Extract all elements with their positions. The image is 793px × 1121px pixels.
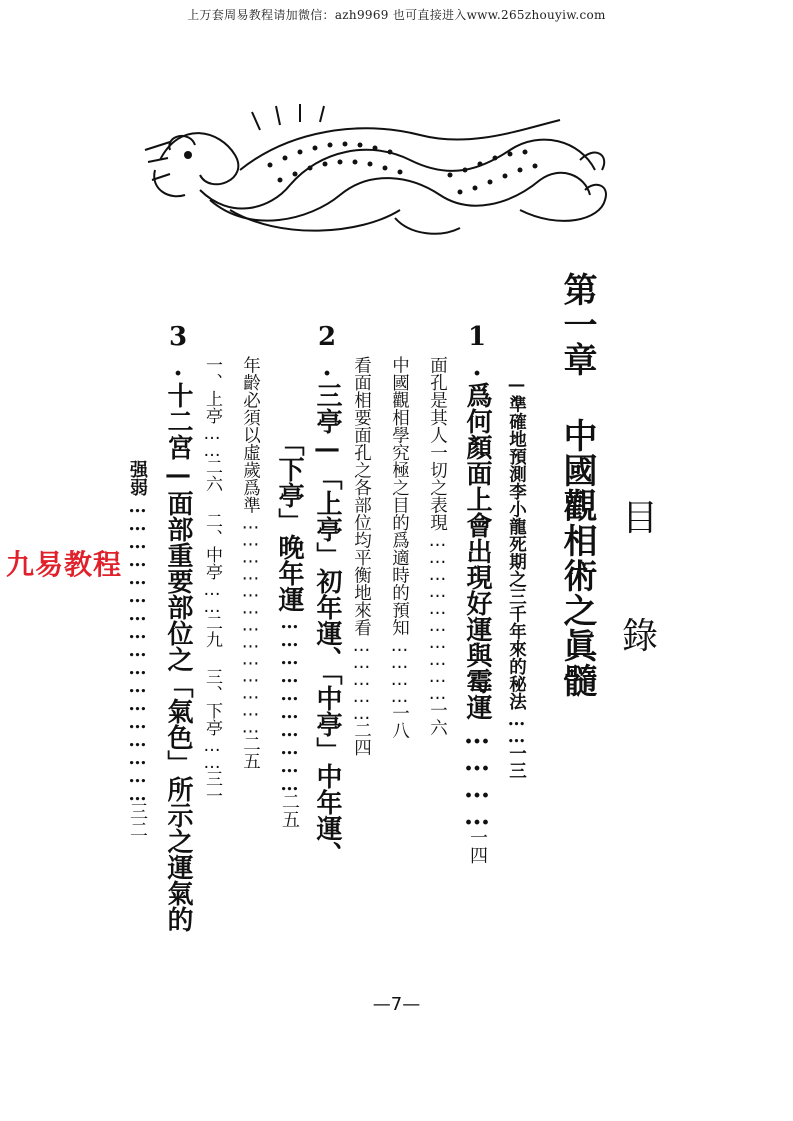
dragon-illustration [140,100,610,245]
toc-section-heading[interactable] [314,322,340,867]
toc-leader: …… [202,424,222,458]
toc-page-number: 一四 [467,828,488,864]
toc-leader: ………………………… [279,612,300,792]
toc-leader: ………… [462,720,492,828]
toc-section-heading[interactable] [165,322,191,932]
toc-title-char-1: 目 [622,498,659,539]
toc-leader: ………… [389,636,410,704]
header-banner: 上万套周易教程请加微信：azh9969 也可直接进入www.265zhouyiw.com [187,8,606,22]
toc-leader: ………………………………… [240,513,261,735]
toc-entry[interactable] [507,375,525,779]
toc-entry-text: 年齡必須以虛歲爲準 [240,356,261,514]
toc-page-number: 三一 [202,770,222,804]
toc-entry-text: 看面相要面孔之各部位均平衡地來看 [351,356,372,636]
page-number: —7— [372,994,421,1015]
toc-entry-text: 3.十二宮—面部重要部位之「氣色」所示之運氣的 [163,322,193,932]
toc-entry-text: 一、上亭 [202,356,222,424]
toc-page-number: 二六 [202,458,222,492]
toc-subentries[interactable] [203,356,220,804]
toc-leader: …… [506,710,527,744]
toc-entry[interactable] [128,460,146,838]
toc-entry-text: 面孔是其人一切之表現 [427,356,448,531]
toc-page-number: 一八 [389,704,410,739]
toc-entry-text: 「下亭」晚年運 [274,430,304,612]
toc-entry-text: 2.三亭—「上亭」初年運、「中亭」中年運、 [312,322,342,867]
toc-leader: …… [202,736,222,770]
toc-page-number: 二五 [240,734,261,770]
toc-leader: …………………………………………… [127,496,148,802]
toc-page-number: 一三 [506,744,527,779]
toc-entry-text: 中國觀相學究極之目的爲適時的預知 [389,356,410,636]
toc-entry[interactable] [352,356,370,756]
toc-entry-text: 二、中亭 [202,512,222,580]
toc-entry-text: 三、下亭 [202,668,222,736]
toc-entry[interactable] [241,356,259,770]
toc-entry[interactable] [276,430,302,828]
toc-page-number: 二九 [202,614,222,648]
toc-leader: …… [202,580,222,614]
toc-page-number: 一六 [427,701,448,736]
toc-page-number: 二五 [279,792,300,828]
toc-entry[interactable] [390,356,408,739]
toc-section-heading[interactable] [464,322,490,864]
toc-title-char-2: 錄 [622,616,659,657]
toc-page-number: 二四 [351,721,372,756]
toc-page-number: 三二 [127,802,148,838]
toc-entry-text: 1.爲何顏面上會出現好運與霉運 [462,322,492,720]
toc-leader: ………………………… [427,531,448,701]
toc-entry[interactable] [428,356,446,736]
watermark-logo: 九易教程 [6,548,123,581]
toc-entry-text: 强弱 [127,460,148,496]
toc-leader: …………… [351,636,372,721]
chapter-title: 第一章 中國觀相術之眞髓 [557,272,597,698]
toc-entry-text: —準確地預測李小龍死期之三千年來的秘法 [506,375,527,710]
